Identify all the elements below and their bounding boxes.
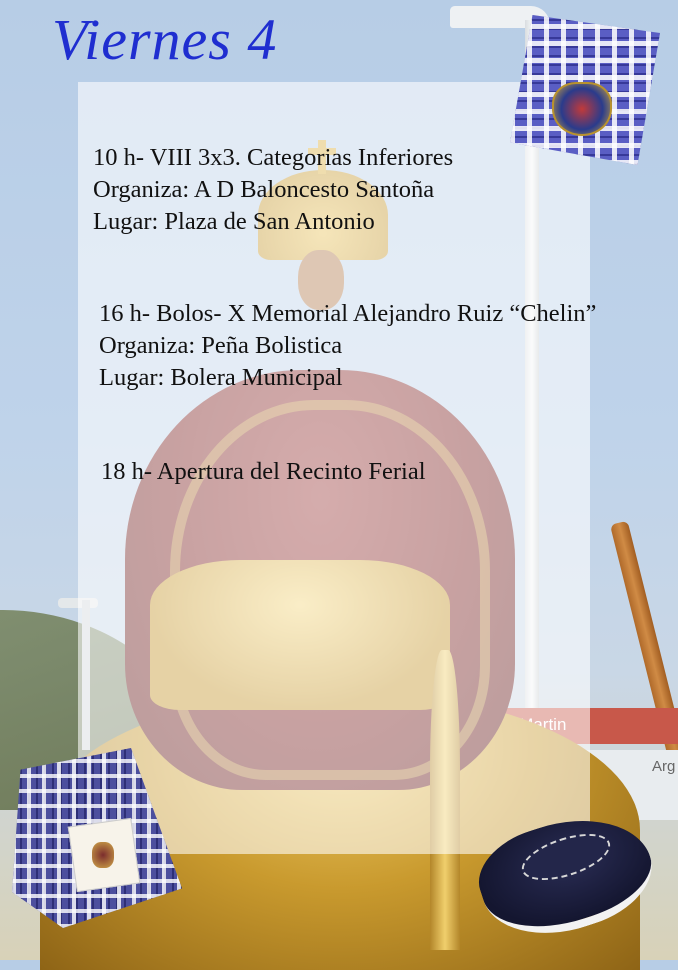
event-block xyxy=(93,142,453,238)
event-organizer: Organiza: A D Baloncesto Santoña xyxy=(93,176,435,203)
event-block xyxy=(101,456,426,488)
event-time-activity: 16 h- Bolos- X Memorial Alejandro Ruiz “Chelin” xyxy=(99,300,597,327)
event-block xyxy=(99,298,596,394)
event-time-activity: 10 h- VIII 3x3. Categorias Inferiores xyxy=(93,144,454,171)
page-title: Viernes 4 xyxy=(52,7,278,72)
bag-emblem-icon xyxy=(92,842,114,868)
event-place: Lugar: Bolera Municipal xyxy=(99,364,343,391)
event-time-activity: 18 h- Apertura del Recinto Ferial xyxy=(101,458,426,485)
event-place: Lugar: Plaza de San Antonio xyxy=(93,208,375,235)
event-organizer: Organiza: Peña Bolistica xyxy=(99,332,343,359)
town-crest-icon xyxy=(552,82,612,136)
direction-sign-text: Arg xyxy=(652,758,676,775)
